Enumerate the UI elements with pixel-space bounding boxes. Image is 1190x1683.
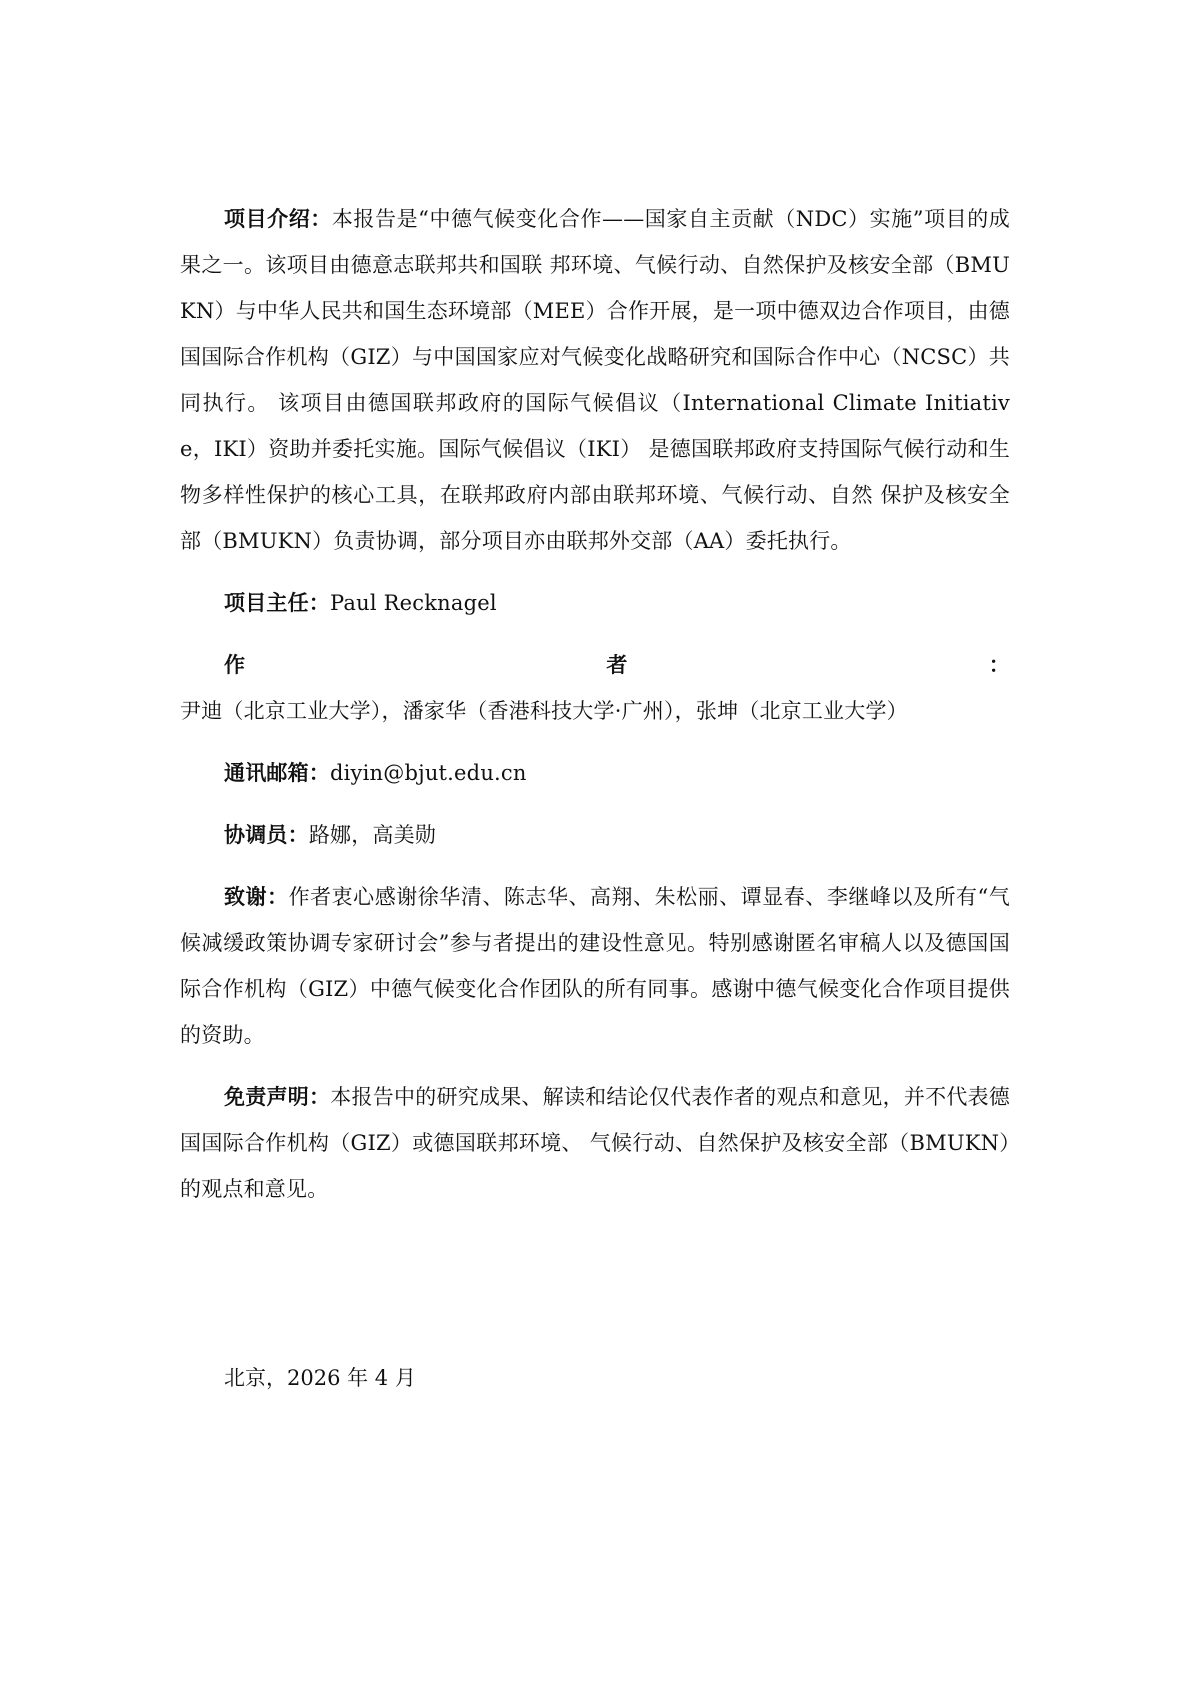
acknowledgements-text: 作者衷心感谢徐华清、陈志华、高翔、朱松丽、谭显春、李继峰以及所有“气候减缓政策协调专家研讨会”参与者提出的建设性意见。特别感谢匿名审稿人以及德国国际合作机构（GIZ）中德气候变化合作团队的所有同事。感谢中德气候变化合作项目提供的资助。 (180, 885, 1010, 1047)
disclaimer-text: 本报告中的研究成果、解读和结论仅代表作者的观点和意见，并不代表德国国际合作机构（GIZ）或德国联邦环境、 气候行动、自然保护及核安全部（BMUKN）的观点和意见。 (180, 1085, 1011, 1201)
authors-label: 作者： (224, 653, 1010, 677)
authors-text: 尹迪（北京工业大学），潘家华（香港科技大学·广州），张坤（北京工业大学） (180, 699, 908, 723)
project-intro-paragraph (180, 196, 1010, 564)
acknowledgements-label: 致谢： (224, 885, 289, 909)
coordinators-text: 路娜，高美勋 (308, 823, 437, 847)
email-label: 通讯邮箱： (224, 761, 330, 785)
email-paragraph (180, 750, 1010, 796)
project-director-paragraph (180, 580, 1010, 626)
document-body (180, 196, 1010, 1228)
coordinators-paragraph (180, 812, 1010, 858)
coordinators-label: 协调员： (224, 823, 309, 847)
email-text: diyin@bjut.edu.cn (330, 761, 527, 785)
project-director-text: Paul Recknagel (330, 591, 497, 615)
disclaimer-label: 免责声明： (224, 1085, 331, 1109)
project-director-label: 项目主任： (224, 591, 330, 615)
disclaimer-paragraph (180, 1074, 1010, 1212)
acknowledgements-paragraph (180, 874, 1010, 1058)
authors-paragraph (180, 642, 1010, 734)
project-intro-label: 项目介绍： (224, 207, 332, 231)
place-date: 北京，2026 年 4 月 (224, 1366, 416, 1390)
project-intro-text: 本报告是“中德气候变化合作——国家自主贡献（NDC）实施”项目的成果之一。该项目由德意志联邦共和国联 邦环境、气候行动、自然保护及核安全部（BMUKN）与中华人民共和国生态环境部（MEE）合作开展，是一项中德双边合作项目，由德国国际合作机构（GIZ）与中国国家应对气候变化战略研究和国际合作中心（NCSC）共同执行。 该项目由德国联邦政府的国际气候倡议（International Climate Initiative，IKI）资助并委托实施。国际气候倡议（IKI） 是德国联邦政府支持国际气候行动和生物多样性保护的核心工具，在联邦政府内部由联邦环境、气候行动、自然 保护及核安全部（BMUKN）负责协调，部分项目亦由联邦外交部（AA）委托执行。 (180, 207, 1010, 553)
